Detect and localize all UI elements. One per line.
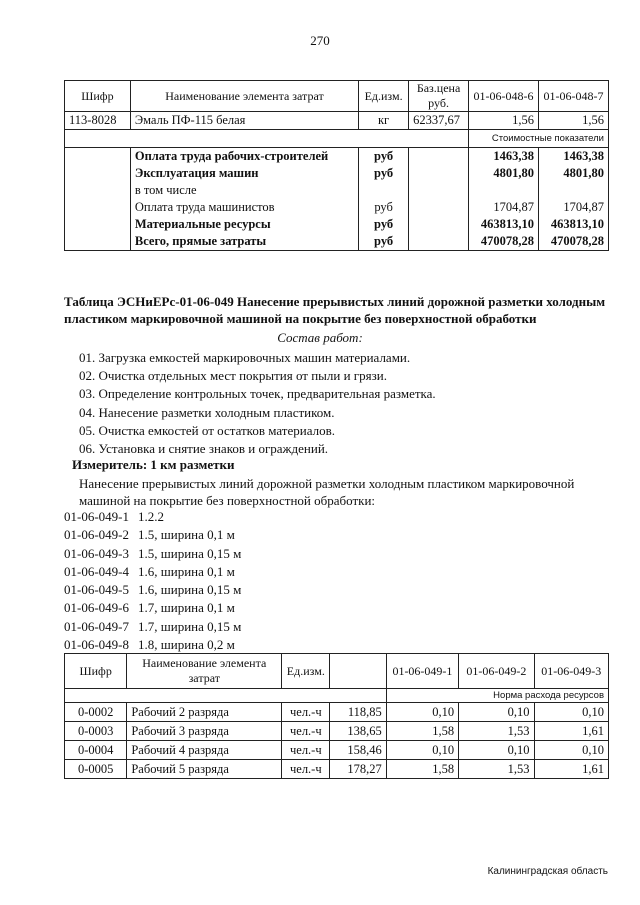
cell-name: в том числе [130, 182, 358, 199]
col-049-1-header: 01-06-049-1 [386, 654, 458, 689]
cell-value: 0,10 [386, 741, 458, 760]
section-row [65, 689, 609, 703]
cell-value: 463813,10 [539, 216, 609, 233]
table-row [65, 165, 609, 182]
cell-unit [359, 182, 409, 199]
cell-value: 0,10 [534, 703, 608, 722]
code-text: 1.7, ширина 0,15 м [138, 618, 242, 634]
table-row [65, 722, 609, 741]
list-item: 01. Загрузка емкостей маркировочных машин материалами. [79, 350, 411, 365]
cell-value: 0,10 [534, 741, 608, 760]
cell-empty [65, 199, 131, 216]
codes-list [64, 508, 241, 654]
cell-value: 1,58 [386, 722, 458, 741]
col-049-2-header: 01-06-049-2 [459, 654, 534, 689]
cell-value: 1463,38 [539, 148, 609, 166]
cell-value: 1,56 [469, 112, 539, 130]
resource-table-049 [64, 653, 609, 779]
cell-value: 463813,10 [469, 216, 539, 233]
col-code-header: Шифр [65, 81, 131, 112]
col-name-header: Наименование элемента затрат [130, 81, 358, 112]
code-number: 01-06-049-2 [64, 527, 129, 543]
footer-region: Калининградская область [487, 866, 608, 877]
cell-value: 470078,28 [539, 233, 609, 251]
cell-code: 0-0002 [65, 703, 127, 722]
col-price-header [330, 654, 386, 689]
table-header-row [65, 81, 609, 112]
cell-value: 1,53 [459, 722, 534, 741]
col-name-header: Наименование элемента затрат [127, 654, 282, 689]
list-item: 06. Установка и снятие знаков и ограждений. [79, 441, 329, 457]
table-row [65, 760, 609, 779]
code-text: 1.5, ширина 0,15 м [138, 545, 242, 561]
meter-text: Измеритель: 1 км разметки [72, 457, 235, 472]
list-item [64, 618, 241, 636]
table-row [65, 703, 609, 722]
cell-price: 158,46 [330, 741, 386, 760]
cell-code: 0-0005 [65, 760, 127, 779]
code-text: 1.6, ширина 0,1 м [138, 563, 235, 579]
table-row [65, 112, 609, 130]
cell-unit: кг [359, 112, 409, 130]
cell-value: 1,56 [539, 112, 609, 130]
cell-price: 118,85 [330, 703, 386, 722]
cell-empty [409, 233, 469, 251]
cell-unit: руб [359, 148, 409, 166]
cell-name: Оплата труда рабочих-строителей [130, 148, 358, 166]
cell-value: 1,61 [534, 722, 608, 741]
code-text: 1.8, ширина 0,2 м [138, 637, 235, 653]
col-049-3-header: 01-06-049-3 [534, 654, 608, 689]
code-number: 01-06-049-6 [64, 600, 129, 616]
code-number: 01-06-049-4 [64, 563, 129, 579]
cell-unit: руб [359, 165, 409, 182]
cell-unit: руб [359, 199, 409, 216]
cell-code: 0-0004 [65, 741, 127, 760]
list-item [64, 526, 241, 544]
table-row [65, 216, 609, 233]
description-text: Нанесение прерывистых линий дорожной разметки холодным пластиком маркировочной машиной на покрытие без поверхностной обработки: [79, 476, 575, 508]
cell-empty [409, 148, 469, 166]
list-item: 05. Очистка емкостей от остатков материалов. [79, 422, 335, 438]
list-item: 03. Определение контрольных точек, предварительная разметка. [79, 386, 436, 402]
cell-name: Рабочий 3 разряда [127, 722, 282, 741]
table-row [65, 148, 609, 166]
list-item [64, 599, 241, 617]
section-row [65, 130, 609, 148]
table-row [65, 233, 609, 251]
list-item [64, 545, 241, 563]
cell-name: Рабочий 4 разряда [127, 741, 282, 760]
cell-value: 1,61 [534, 760, 608, 779]
cell-name: Оплата труда машинистов [130, 199, 358, 216]
cell-name: Всего, прямые затраты [130, 233, 358, 251]
code-text: 1.7, ширина 0,1 м [138, 600, 235, 616]
col-unit-header: Ед.изм. [359, 81, 409, 112]
cell-empty [65, 233, 131, 251]
cell-empty [65, 182, 131, 199]
table-title: Таблица ЭСНиЕРс-01-06-049 Нанесение прерывистых линий дорожной разметки холодным пластиком маркировочной машиной на покрытие без поверхностной обработки [64, 294, 606, 326]
col-048-7-header: 01-06-048-7 [539, 81, 609, 112]
cell-name: Эмаль ПФ-115 белая [130, 112, 358, 130]
code-number: 01-06-049-3 [64, 545, 129, 561]
cell-empty [409, 199, 469, 216]
works-list [79, 349, 436, 458]
table-row [65, 199, 609, 216]
cell-value: 470078,28 [469, 233, 539, 251]
section-label: Стоимостные показатели [469, 130, 609, 148]
cell-value: 0,10 [386, 703, 458, 722]
cell-name: Рабочий 5 разряда [127, 760, 282, 779]
list-item [64, 636, 241, 654]
cell-unit: руб [359, 216, 409, 233]
cell-value: 0,10 [459, 703, 534, 722]
code-number: 01-06-049-5 [64, 582, 129, 598]
col-code-header: Шифр [65, 654, 127, 689]
cell-name: Рабочий 2 разряда [127, 703, 282, 722]
table-row [65, 741, 609, 760]
cell-value [539, 182, 609, 199]
cell-price: 178,27 [330, 760, 386, 779]
page-number: 270 [310, 33, 330, 48]
col-unit-header: Ед.изм. [282, 654, 330, 689]
code-text: 1.5, ширина 0,1 м [138, 527, 235, 543]
code-number: 01-06-049-7 [64, 618, 129, 634]
code-text: 1.6, ширина 0,15 м [138, 582, 242, 598]
cell-value: 1,58 [386, 760, 458, 779]
list-item: 04. Нанесение разметки холодным пластиком. [79, 404, 335, 420]
cell-unit: руб [359, 233, 409, 251]
cell-value: 1704,87 [469, 199, 539, 216]
cell-name: Материальные ресурсы [130, 216, 358, 233]
table-header-row [65, 654, 609, 689]
cell-code: 0-0003 [65, 722, 127, 741]
cell-empty [65, 165, 131, 182]
cell-unit: чел.-ч [282, 722, 330, 741]
cell-value: 4801,80 [469, 165, 539, 182]
cell-code: 113-8028 [65, 112, 131, 130]
table-row [65, 182, 609, 199]
cell-value: 0,10 [459, 741, 534, 760]
cell-empty [65, 216, 131, 233]
cell-value: 1704,87 [539, 199, 609, 216]
code-number: 01-06-049-1 [64, 509, 129, 524]
col-price-header: Баз.цена руб. [409, 81, 469, 112]
cell-empty [409, 182, 469, 199]
list-item: 02. Очистка отдельных мест покрытия от пыли и грязи. [79, 368, 387, 384]
cell-empty [65, 148, 131, 166]
cell-unit: чел.-ч [282, 703, 330, 722]
cell-value: 1,53 [459, 760, 534, 779]
cost-table-048 [64, 80, 609, 251]
col-048-6-header: 01-06-048-6 [469, 81, 539, 112]
cell-empty [409, 165, 469, 182]
cell-value: 1463,38 [469, 148, 539, 166]
list-item [64, 581, 241, 599]
code-text: 1.2.2 [138, 509, 164, 524]
cell-unit: чел.-ч [282, 741, 330, 760]
list-item [64, 563, 241, 581]
cell-empty [409, 216, 469, 233]
works-heading: Состав работ: [277, 330, 363, 345]
code-number: 01-06-049-8 [64, 637, 129, 653]
cell-price: 62337,67 [409, 112, 469, 130]
cell-unit: чел.-ч [282, 760, 330, 779]
cell-name: Эксплуатация машин [130, 165, 358, 182]
list-item [64, 508, 241, 526]
cell-price: 138,65 [330, 722, 386, 741]
cell-value [469, 182, 539, 199]
section-label: Норма расхода ресурсов [386, 689, 608, 703]
cell-value: 4801,80 [539, 165, 609, 182]
